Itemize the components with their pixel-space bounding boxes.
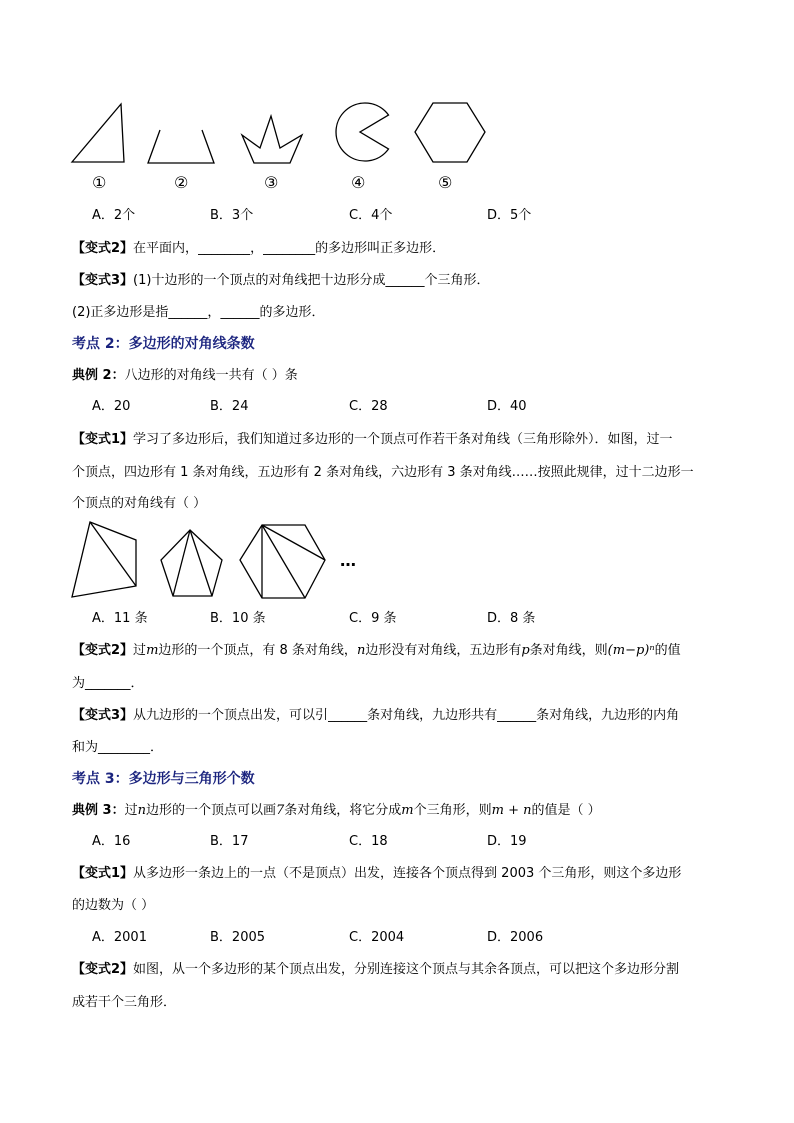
quadrilateral	[72, 522, 136, 597]
variant2-mgon-line2	[72, 676, 144, 692]
q1-option-a: A．2个	[92, 208, 136, 223]
question-text: 在平面内，	[133, 241, 199, 256]
question-text: 个三角形．	[424, 273, 490, 288]
question-text: 条对角线，九边形共有	[367, 708, 498, 723]
question-text: 八边形的对角线一共有（ ）条	[124, 368, 298, 383]
question-text: 过	[124, 803, 138, 818]
v1c-option-a: A．2001	[92, 930, 147, 945]
variant2-split-line1	[72, 962, 679, 978]
v1b-option-a: A．11 条	[92, 611, 148, 626]
question-text: 的多边形叫正多边形．	[315, 241, 446, 256]
math-var-n: n	[356, 643, 366, 658]
question-text: 条对角线，九边形的内角	[536, 708, 680, 723]
variant-tag: 【变式2】	[72, 241, 134, 256]
question-text: 和为	[72, 740, 99, 755]
variant2-mgon-line1	[72, 643, 681, 659]
answer-blank: ______	[328, 708, 368, 723]
question-text: 从多边形一条边上的一点（不是顶点）出发，连接各个顶点得到 2003 个三角形，则这个多边形	[133, 866, 682, 881]
variant3-line1	[72, 273, 489, 289]
question-text: ．	[130, 676, 144, 691]
q1-option-b: B．3个	[210, 208, 254, 223]
section-heading-kp2: 考点 2：多边形的对角线条数	[72, 336, 255, 352]
variant-tag: 【变式1】	[72, 432, 134, 447]
shape-hexagon	[415, 103, 485, 162]
math-var-m: m	[146, 643, 159, 658]
question-text: 的值	[654, 643, 681, 658]
example3-question	[72, 803, 601, 819]
figure-label-5: ⑤	[438, 173, 453, 192]
question-text: 边形的一个顶点，有 8 条对角线，	[158, 643, 357, 658]
variant-tag: 【变式2】	[72, 643, 134, 658]
ex3-option-c: C．18	[349, 834, 388, 849]
answer-blank: ______	[497, 708, 537, 723]
figure-label-4: ④	[351, 173, 366, 192]
variant-tag: 【变式2】	[72, 962, 134, 977]
figure-diagonal-polygons	[0, 510, 794, 610]
answer-blank: ______	[385, 273, 425, 288]
hexagon	[240, 525, 325, 598]
question-text: ，	[250, 241, 264, 256]
question-text: 边形的一个顶点可以画	[145, 803, 276, 818]
answer-blank: ______	[220, 305, 260, 320]
question-text: 条对角线，则	[529, 643, 608, 658]
question-text: 过	[133, 643, 147, 658]
question-text: ，	[207, 305, 221, 320]
math-var-p: p	[521, 643, 530, 658]
ex3-option-d: D．19	[487, 834, 527, 849]
pentagon	[161, 530, 222, 596]
shape-crown	[242, 116, 302, 163]
variant3-nonagon-line2	[72, 740, 163, 756]
question-text: 条对角线，将它分成	[284, 803, 402, 818]
variant1-line1	[72, 432, 673, 448]
question-text: 从九边形的一个顶点出发，可以引	[133, 708, 329, 723]
question-text: 如图，从一个多边形的某个顶点出发，分别连接这个顶点与其余各顶点，可以把这个多边形分割	[133, 962, 680, 977]
figure-label-2: ②	[174, 173, 189, 192]
shape-triangle	[72, 104, 124, 162]
math-var-m: m	[401, 803, 414, 818]
answer-blank: ________	[198, 241, 251, 256]
question-text: ．	[150, 740, 164, 755]
ex3-option-a: A．16	[92, 834, 131, 849]
variant1-triangles-line1	[72, 866, 681, 882]
answer-blank: ________	[98, 740, 151, 755]
question-text: 个三角形，则	[413, 803, 492, 818]
math-number-7: 7	[275, 803, 285, 818]
question-text: 边形没有对角线，五边形有	[365, 643, 522, 658]
q1-option-c: C．4个	[349, 208, 393, 223]
q1-option-d: D．5个	[487, 208, 532, 223]
answer-blank: _______	[85, 676, 131, 691]
variant3-nonagon-line1	[72, 708, 679, 724]
variant1-line3: 个顶点的对角线有（ ）	[72, 496, 207, 511]
figure-label-1: ①	[92, 173, 107, 192]
answer-blank: ________	[263, 241, 316, 256]
variant1-line2: 个顶点，四边形有 1 条对角线，五边形有 2 条对角线，六边形有 3 条对角线……按照此规律，过十二边形一	[72, 465, 694, 480]
variant2-regular-polygon	[72, 241, 445, 257]
figure-ellipsis: …	[340, 551, 356, 570]
ex2-option-a: A．20	[92, 399, 131, 414]
example2-question	[72, 368, 298, 384]
variant-tag: 【变式3】	[72, 273, 134, 288]
math-expression: m + n	[491, 803, 532, 818]
v1c-option-b: B．2005	[210, 930, 266, 945]
v1c-option-d: D．2006	[487, 930, 544, 945]
ex2-option-c: C．28	[349, 399, 388, 414]
variant3-line2	[72, 305, 324, 321]
shape-pacman	[336, 103, 388, 161]
variant-tag: 【变式1】	[72, 866, 134, 881]
ex2-option-b: B．24	[210, 399, 249, 414]
question-text: 的多边形．	[259, 305, 325, 320]
ex2-option-d: D．40	[487, 399, 527, 414]
question-text: 为	[72, 676, 86, 691]
v1b-option-b: B．10 条	[210, 611, 266, 626]
math-expression: (m−p)ⁿ	[607, 643, 655, 658]
question-text: (2)正多边形是指	[72, 305, 169, 320]
variant-tag: 【变式3】	[72, 708, 134, 723]
figure-shapes	[0, 0, 794, 200]
ex3-option-b: B．17	[210, 834, 249, 849]
v1b-option-d: D．8 条	[487, 611, 536, 626]
math-var-n: n	[137, 803, 146, 818]
variant1-triangles-line2: 的边数为（ ）	[72, 898, 155, 913]
example-tag: 典例 3：	[72, 803, 125, 818]
figure-label-3: ③	[264, 173, 279, 192]
example-tag: 典例 2：	[72, 368, 125, 383]
section-heading-kp3: 考点 3：多边形与三角形个数	[72, 771, 255, 787]
v1b-option-c: C．9 条	[349, 611, 397, 626]
v1c-option-c: C．2004	[349, 930, 405, 945]
variant2-split-line2: 成若干个三角形．	[72, 995, 177, 1010]
answer-blank: ______	[168, 305, 208, 320]
question-text: 学习了多边形后，我们知道过多边形的一个顶点可作若干条对角线（三角形除外）．如图，过一	[133, 432, 673, 447]
shape-trapezoid-open	[148, 130, 214, 163]
question-text: (1)十边形的一个顶点的对角线把十边形分成	[133, 273, 386, 288]
question-text: 的值是（ ）	[531, 803, 601, 818]
